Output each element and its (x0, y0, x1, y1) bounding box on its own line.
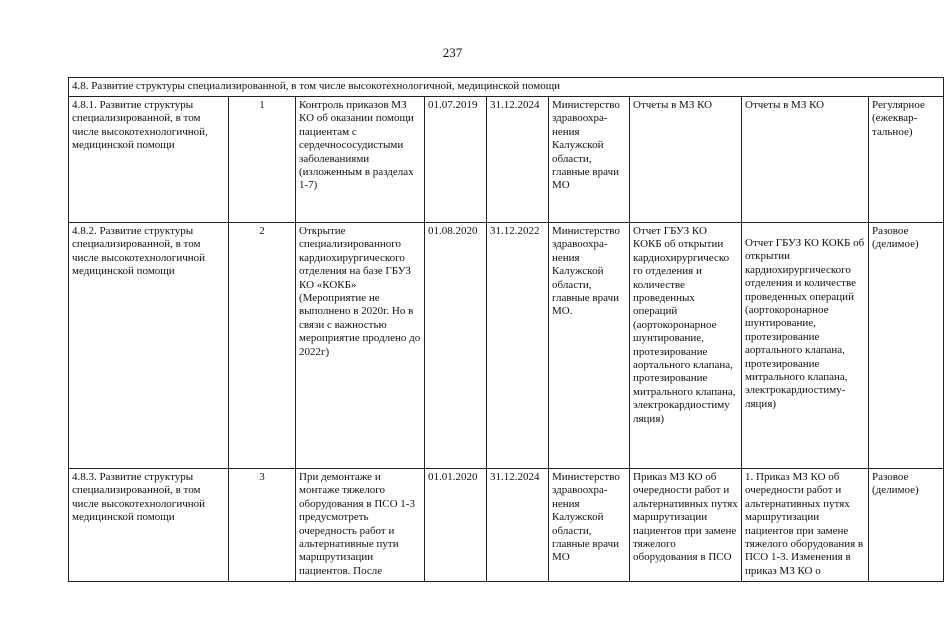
measure-cell (296, 469, 425, 582)
row-number-cell: 2 (229, 223, 296, 469)
start-date-cell: 01.08.2020 (425, 223, 487, 469)
control-cell: Отчет ГБУЗ КО КОКБ об открытии кардиохирургического отделения и количестве проведенных операций (аортокоронарное шунтирование, протезирование аортального клапана, протезирование митрального клапана, электрокардиостиму-ляция) (742, 223, 869, 469)
responsible-cell: Министерство здравоохра-нения Калужской области, главные врачи МО (549, 469, 630, 582)
result-cell (630, 469, 742, 582)
activity-name-cell: 4.8.1. Развитие структуры специализированной, в том числе высокотехнологичной, медицинской помощи (69, 97, 229, 223)
control-cell (742, 469, 869, 582)
table-row (69, 223, 944, 469)
measure-cell: Контроль приказов МЗ КО об оказании помощи пациентам с сердечнососудистыми заболеваниями (изложенным в разделах 1-7) (296, 97, 425, 223)
section-header-row (69, 78, 944, 97)
start-date-cell: 01.01.2020 (425, 469, 487, 582)
result-cell: Отчет ГБУЗ КО КОКБ об открытии кардиохирургическо го отделения и количестве проведенных операций (аортокоронарное шунтирование, протезирование аортального клапана, протезирование митрального клапана, электрокардиостиму ляция) (630, 223, 742, 469)
row-number-cell: 3 (229, 469, 296, 582)
result-text: Приказ МЗ КО об очередности работ и альтернативных путях маршрутизации пациентов при замене тяжелого оборудования в ПСО (633, 471, 738, 564)
section-title: 4.8. Развитие структуры специализированной, в том числе высокотехнологичной, медицинской помощи (69, 78, 944, 97)
frequency-cell: Регулярное (ежеквар-тальное) (869, 97, 944, 223)
end-date-cell: 31.12.2024 (487, 469, 549, 582)
end-date-cell: 31.12.2024 (487, 97, 549, 223)
frequency-cell: Разовое (делимое) (869, 469, 944, 582)
table-row (69, 469, 944, 582)
action-plan-table (68, 77, 944, 582)
measure-cell: Открытие специализированного кардиохирургического отделения на базе ГБУЗ КО «КОКБ» (Мероприятие не выполнено в 2020г. Но в связи с важностью мероприятие продлено до 2022г) (296, 223, 425, 469)
responsible-cell: Министерство здравоохра-нения Калужской области, главные врачи МО. (549, 223, 630, 469)
frequency-cell: Разовое (делимое) (869, 223, 944, 469)
control-cell: Отчеты в МЗ КО (742, 97, 869, 223)
start-date-cell: 01.07.2019 (425, 97, 487, 223)
row-number-cell: 1 (229, 97, 296, 223)
activity-name-cell: 4.8.2. Развитие структуры специализированной, в том числе высокотехнологичной медицинской помощи (69, 223, 229, 469)
responsible-cell: Министерство здравоохра-нения Калужской области, главные врачи МО (549, 97, 630, 223)
end-date-cell: 31.12.2022 (487, 223, 549, 469)
result-cell: Отчеты в МЗ КО (630, 97, 742, 223)
table-row (69, 97, 944, 223)
activity-name-cell: 4.8.3. Развитие структуры специализированной, в том числе высокотехнологичной медицинской помощи (69, 469, 229, 582)
measure-text: При демонтаже и монтаже тяжелого оборудования в ПСО 1-3 предусмотреть очередность работ и альтернативные пути маршрутизации пациентов. После (299, 471, 415, 577)
page-number: 237 (442, 45, 463, 60)
control-text: 1. Приказ МЗ КО об очередности работ и альтернативных путях маршрутизации пациентов при замене тяжелого оборудования в ПСО 1-3. Изменения в приказ МЗ КО о (745, 471, 864, 577)
